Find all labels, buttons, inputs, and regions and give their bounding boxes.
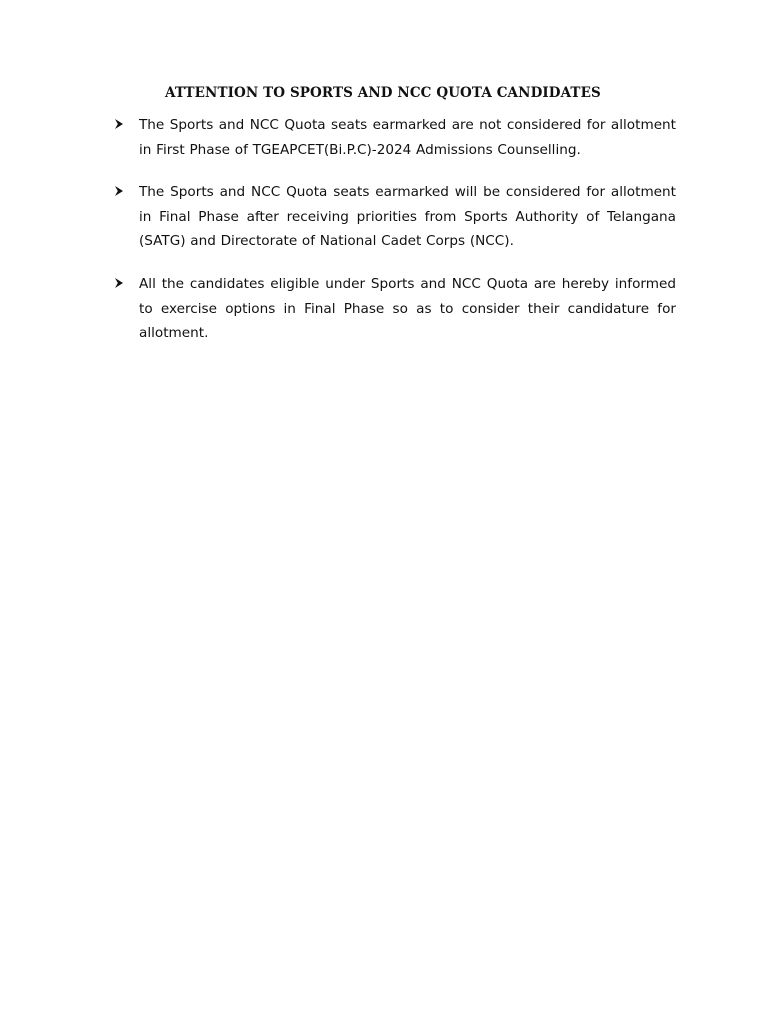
list-item — [114, 180, 676, 254]
arrowhead-bullet-icon — [114, 118, 126, 132]
notice-text: The Sports and NCC Quota seats earmarked will be considered for allotment in Final Phase after receiving priorities from Sports Authority of Telangana (SATG) and Directorate of National Cadet Corps (NCC). — [139, 184, 676, 250]
arrowhead-bullet-icon — [114, 185, 126, 199]
notice-list — [114, 113, 676, 364]
list-item — [114, 113, 676, 162]
arrowhead-bullet-icon — [114, 277, 126, 291]
notice-text: The Sports and NCC Quota seats earmarked are not considered for allotment in First Phase of TGEAPCET(Bi.P.C)-2024 Admissions Counselling. — [139, 117, 676, 158]
list-item — [114, 272, 676, 346]
notice-text: All the candidates eligible under Sports and NCC Quota are hereby informed to exercise options in Final Phase so as to consider their candidature for allotment. — [139, 275, 676, 342]
page-title: ATTENTION TO SPORTS AND NCC QUOTA CANDIDATES — [165, 85, 601, 101]
